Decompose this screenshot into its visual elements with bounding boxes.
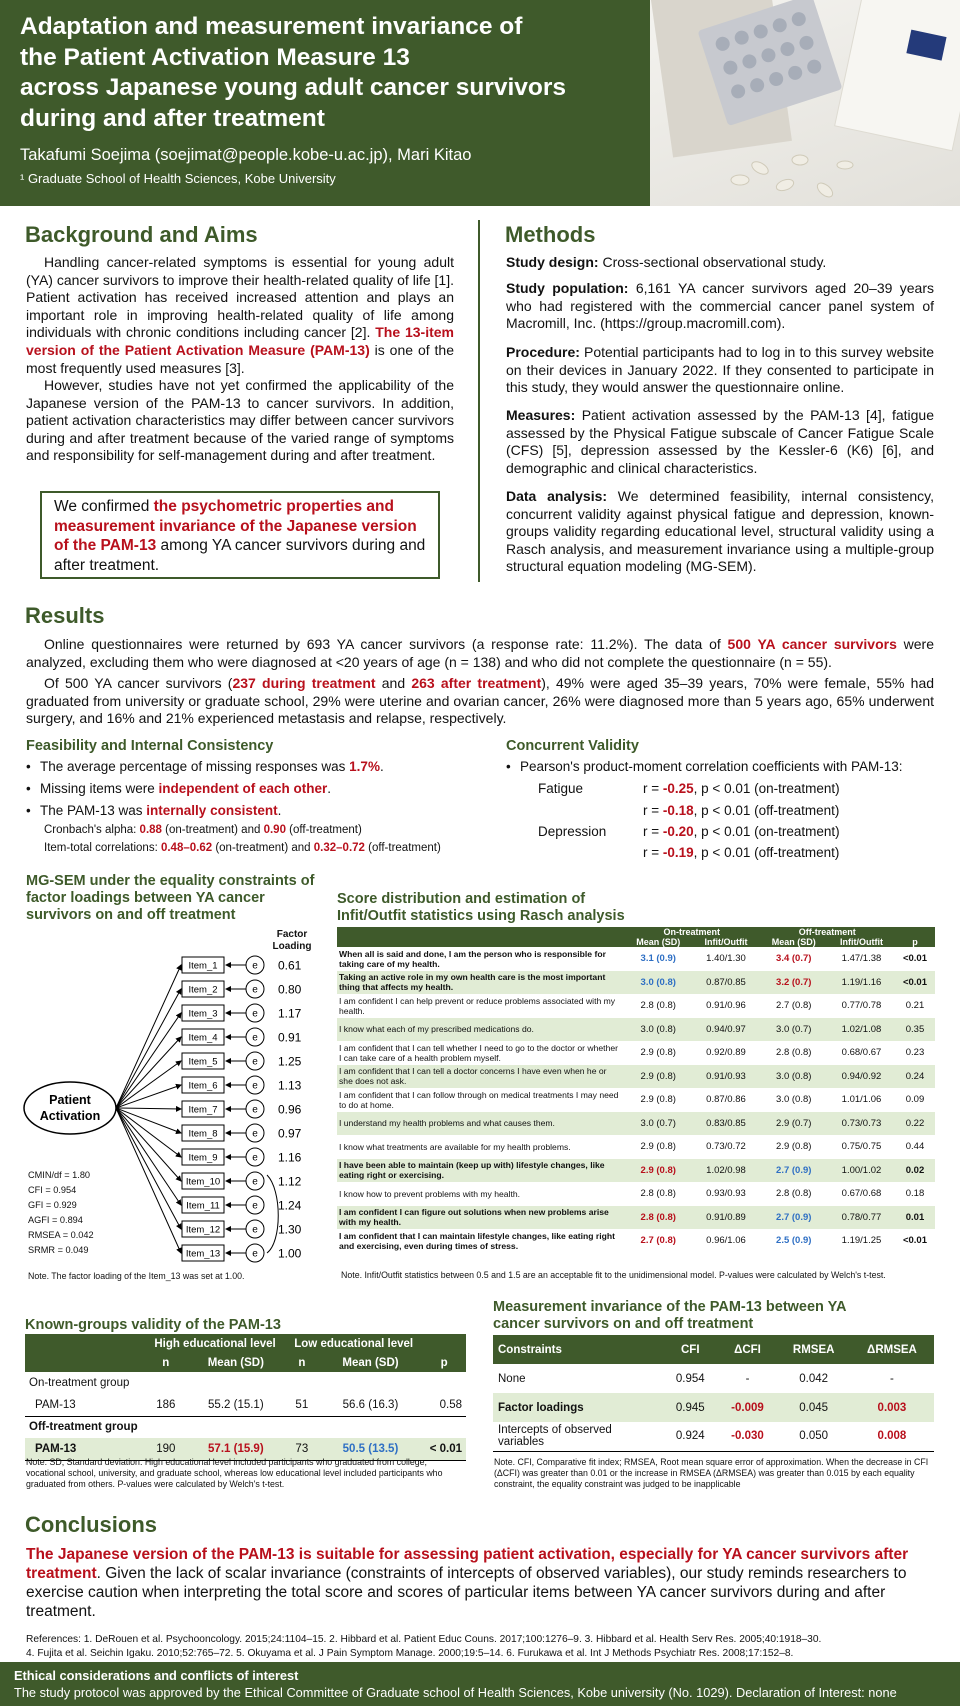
rasch-cell: 2.8 (0.8) <box>624 1206 692 1230</box>
sem-error-label-6: e <box>252 1080 258 1092</box>
rasch-cell: 0.96/1.06 <box>706 1235 746 1247</box>
methods-study-population: Study population: 6,161 YA cancer survivors aged 20–39 years who had registered with the commercial cancer panel system of Macromill, Inc. (https://group.macromill.com). <box>506 280 935 332</box>
rasch-cell: 0.92/0.89 <box>706 1047 746 1059</box>
rasch-cell: I know what each of my prescribed medications do. <box>337 1018 624 1042</box>
rasch-cell: 3.0 (0.7) <box>624 1112 692 1136</box>
rasch-cell: 0.21 <box>905 1000 925 1012</box>
sem-loading-12: 1.30 <box>278 1222 302 1237</box>
rasch-cell: 2.8 (0.8) <box>776 1047 812 1059</box>
sem-error-label-1: e <box>252 960 258 972</box>
known-groups-table: High educational level Low educational level n Mean (SD) n Mean (SD) p On-treatment group PAM-13 186 55.2 (15.1) 51 56.6 (16.3) 0.58 Off-treatment group PAM-13 190 57.1 (15.9) 73 50.5 (13.5) < 0.01 <box>25 1334 466 1461</box>
methods-measures: Measures: Patient activation assessed by the PAM-13 [4], fatigue assessed by the Physical Fatigue subscale of Cancer Fatigue Scale (CFS) [5], depression assessed by the Kessler-6 (K6) [6], and demographic and clinical characteristics. <box>506 407 934 476</box>
rasch-cell: 2.9 (0.8) <box>624 1065 692 1089</box>
rasch-cell: 0.87/0.85 <box>692 971 759 995</box>
rasch-row <box>337 1065 935 1089</box>
rasch-row <box>337 971 935 995</box>
sem-path-12 <box>116 1108 181 1229</box>
header-photo <box>650 0 960 206</box>
rasch-cell: 0.35 <box>895 1018 935 1042</box>
rasch-cell: I know how to prevent problems with my health. <box>339 1188 521 1199</box>
rasch-cell: 3.0 (0.7) <box>759 1018 827 1042</box>
background-paragraph-1: Handling cancer-related symptoms is essential for young adult (YA) cancer survivors to improve their health-related quality of life [1]. Patient activation has received increased attention and plays an important role in improving health-related quality of life among individuals with chronic conditions including cancer [2]. The 13-item version of the Patient Activation Measure (PAM-13) is one of the most frequently used measures [3]. <box>26 254 454 376</box>
rasch-cell: I am confident that I can follow through on medical treatments I may need to do at home. <box>339 1089 619 1110</box>
rasch-cell: 2.9 (0.8) <box>640 1094 676 1106</box>
rasch-row <box>337 1206 935 1230</box>
rasch-cell: 0.02 <box>895 1159 935 1183</box>
kg-group-off: Off-treatment group <box>29 1421 138 1434</box>
rasch-row <box>337 1229 935 1253</box>
invariance-note: Note. CFI, Comparative fit index; RMSEA, Root mean square error of approximation. When the decrease in CFI (ΔCFI) was greater than 0.01 or the increase in RMSEA (ΔRMSEA) was greater than 0.015 by each equality constraint, the equality constraint was judged to be inapplicable <box>494 1457 929 1489</box>
methods-heading: Methods <box>505 222 596 247</box>
rasch-cell: 0.44 <box>905 1141 925 1153</box>
rasch-cell: 0.91/0.89 <box>692 1206 759 1230</box>
sem-error-label-13: e <box>252 1248 258 1260</box>
sem-loading-13: 1.00 <box>278 1246 302 1261</box>
rasch-cell: 0.83/0.85 <box>692 1112 759 1136</box>
rasch-cell: 1.19/1.25 <box>841 1235 882 1247</box>
poster-header <box>0 0 650 206</box>
affiliation: ¹ Graduate School of Health Sciences, Kobe University <box>20 171 336 186</box>
rasch-table: On-treatment Off-treatment Mean (SD) Infit/Outfit Mean (SD) Infit/Outfit p When all is said and done, I am the person who is responsible for taking care of my health. 3.1 (0.9) 1.40/1.30 3.4 (0.7) 1.47/1.38 <0.01 Taking an active role in my own health care is the most important thing that affects my health. 3.0 (0.8) 0.87/0.85 3.2 (0.7) 1.19/1.16 <0.01 I am confident I can help prevent or reduce problems associated with my health. 2.8 (0.8) 0.91/0.96 2.7 (0.8) 0.77/0.78 0.21 I know what each of my prescribed medications do. 3.0 (0.8) 0.94/0.97 3.0 (0.7) 1.02/1.08 0.35 I am confident that I can tell whether I need to go to the doctor or whether I can take care of a health problem myself. 2.9 (0.8) 0.92/0.89 2.8 (0.8) 0.68/0.67 0.23 I am confident that I can tell a doctor concerns I have even when he or she does not ask. 2.9 (0.8) 0.91/0.93 3.0 (0.8) 0.94/0.92 0.24 I am confident that I can follow through on medical treatments I may need to do at home. 2.9 (0.8) 0.87/0.86 3.0 (0.8) 1.01/1.06 0.09 I understand my health problems and what causes them. 3.0 (0.7) 0.83/0.85 2.9 (0.7) 0.73/0.73 0.22 I know what treatments are available for my health problems. 2.9 (0.8) 0.73/0.72 2.9 (0.8) 0.75/0.75 0.44 I have been able to maintain (keep up with) lifestyle changes, like eating right or exercising. 2.9 (0.8) 1.02/0.98 2.7 (0.9) 1.00/1.02 0.02 I know how to prevent problems with my health. 2.8 (0.8) 0.93/0.93 2.8 (0.8) 0.67/0.68 0.18 I am confident I can figure out solutions when new problems arise with my health. 2.8 (0.8) 0.91/0.89 2.7 (0.9) 0.78/0.77 0.01 I am confident that I can maintain lifestyle changes, like eating right and exercising, even during times of stress. 2.7 (0.8) 0.96/1.06 2.5 (0.9) 1.19/1.25 <0.01 <box>337 927 935 1253</box>
sem-error-label-10: e <box>252 1176 258 1188</box>
rasch-cell: 0.93/0.93 <box>706 1188 746 1200</box>
known-groups-note: Note. SD, Standard deviation. High educational level included participants who graduated from college, vocational school, university, and graduate school, whereas low educational level included participants who graduated from others. P-values were calculated by Welch's t-test. <box>26 1457 443 1489</box>
kg-row-on: PAM-13 186 55.2 (15.1) 51 56.6 (16.3) 0.58 <box>25 1394 466 1416</box>
rasch-cell: 0.22 <box>895 1112 935 1136</box>
rasch-note: Note. Infit/Outfit statistics between 0.5 and 1.5 are an acceptable fit to the unidimensional model. P-values were calculated by Welch's t-test. <box>341 1270 886 1280</box>
rasch-cell: 0.24 <box>895 1065 935 1089</box>
sem-loading-6: 1.13 <box>278 1078 302 1093</box>
rasch-cell: 2.7 (0.8) <box>776 1000 812 1012</box>
sem-item-label-1: Item_1 <box>188 960 218 972</box>
concurrent-heading: Concurrent Validity <box>506 738 639 754</box>
rasch-cell: 2.8 (0.8) <box>776 1188 812 1200</box>
rasch-cell: 0.94/0.97 <box>692 1018 759 1042</box>
results-heading: Results <box>25 603 105 628</box>
concurrent-label-depression: Depression <box>538 824 607 839</box>
rasch-cell: 1.02/1.08 <box>828 1018 895 1042</box>
rasch-cell: 2.7 (0.8) <box>640 1235 676 1247</box>
rasch-cell: 2.7 (0.9) <box>759 1159 827 1183</box>
invariance-heading: Measurement invariance of the PAM-13 between YA cancer survivors on and off treatment <box>493 1299 846 1332</box>
rasch-cell: I am confident that I can maintain lifestyle changes, like eating right and exercising, even during times of stress. <box>339 1230 616 1251</box>
rasch-cell: 0.68/0.67 <box>841 1047 882 1059</box>
footer-title: Ethical considerations and conflicts of interest <box>14 1668 299 1683</box>
rasch-cell: 0.18 <box>905 1188 925 1200</box>
feasibility-item-missing-pct: • The average percentage of missing responses was 1.7%. <box>26 756 466 778</box>
sem-loading-3: 1.17 <box>278 1006 302 1021</box>
rasch-cell: 2.7 (0.9) <box>759 1206 827 1230</box>
rasch-cell: I am confident I can figure out solutions when new problems arise with my health. <box>337 1206 624 1230</box>
conclusions-paragraph: The Japanese version of the PAM-13 is suitable for assessing patient activation, especially for YA cancer survivors after treatment. Given the lack of scalar invariance (constraints of intercepts of observed variables), our study reminds researchers to exercise caution when interpreting the total score and scores of particular items between YA cancer survivors during and after treatment. <box>26 1546 909 1620</box>
rasch-cell: 2.8 (0.8) <box>640 1000 676 1012</box>
background-heading: Background and Aims <box>25 222 258 247</box>
rasch-cell: 0.91/0.96 <box>706 1000 746 1012</box>
rasch-cell: <0.01 <box>902 1235 927 1247</box>
rasch-cell: 0.67/0.68 <box>841 1188 882 1200</box>
concurrent-label-fatigue: Fatigue <box>538 781 584 796</box>
kg-row-off: PAM-13 190 57.1 (15.9) 73 50.5 (13.5) < 0.01 <box>25 1438 466 1460</box>
rasch-cell: 0.87/0.86 <box>706 1094 746 1106</box>
sem-loading-5: 1.25 <box>278 1054 302 1069</box>
rasch-row <box>337 1088 935 1112</box>
sem-loading-9: 1.16 <box>278 1150 302 1165</box>
rasch-group-on: On-treatment <box>624 927 759 937</box>
aim-box: We confirmed the psychometric properties and measurement invariance of the Japanese version of the PAM-13 among YA cancer survivors during and after treatment. <box>40 491 440 579</box>
sem-path-6 <box>116 1085 181 1108</box>
sem-loading-1: 0.61 <box>278 958 302 973</box>
rasch-cell: I am confident that I can tell a doctor concerns I have even when he or she does not ask. <box>337 1065 624 1089</box>
sem-loading-7: 0.96 <box>278 1102 302 1117</box>
concurrent-r-fatigue-on: r = -0.25, p < 0.01 (on-treatment) <box>643 781 840 796</box>
invariance-row-none: None 0.954 - 0.042 - <box>498 1372 894 1385</box>
results-paragraph-2: Of 500 YA cancer survivors (237 during treatment and 263 after treatment), 49% were aged 35–39 years, 70% were female, 55% had graduated from university or graduate school, 29% were uterine and ovarian cancer, 26% were diagnosed more than 5 years ago, 65% underwent surgery, and 16% and 21% experienced metastasis and relapse, respectively. <box>26 675 935 727</box>
rasch-cell: I am confident I can help prevent or reduce problems associated with my health. <box>339 995 616 1016</box>
rasch-cell: 0.94/0.92 <box>828 1065 895 1089</box>
rasch-cell: 1.19/1.16 <box>828 971 895 995</box>
invariance-table: Constraints CFI ΔCFI RMSEA ΔRMSEA None 0.954 - 0.042 - Factor loadings 0.945 -0.009 0.045 0.003 Intercepts of observed variables 0.924 -0.030 0.050 0.008 <box>493 1335 934 1452</box>
concurrent-r-depression-off: r = -0.19, p < 0.01 (off-treatment) <box>643 845 840 860</box>
rasch-cell: 3.1 (0.9) <box>640 953 676 965</box>
rasch-cell: I know what treatments are available for my health problems. <box>339 1141 571 1152</box>
rasch-cell: I understand my health problems and what causes them. <box>337 1112 624 1136</box>
invariance-row-intercepts: Intercepts of observed variables 0.924 -0.030 0.050 0.008 <box>493 1422 934 1451</box>
rasch-cell: 1.00/1.02 <box>828 1159 895 1183</box>
sem-path-3 <box>116 1013 181 1108</box>
rasch-cell: Taking an active role in my own health care is the most important thing that affects my health. <box>337 971 624 995</box>
feasibility-heading: Feasibility and Internal Consistency <box>26 738 274 754</box>
sem-loading-4: 0.91 <box>278 1030 302 1045</box>
rasch-cell: 3.0 (0.8) <box>776 1094 812 1106</box>
rasch-cell: 0.75/0.75 <box>841 1141 882 1153</box>
rasch-cell: 0.09 <box>905 1094 925 1106</box>
rasch-row <box>337 1135 935 1159</box>
sem-path-9 <box>116 1108 181 1157</box>
sem-loading-11: 1.24 <box>278 1198 302 1213</box>
feasibility-item-consistent: • The PAM-13 was internally consistent. <box>26 800 466 822</box>
sem-note: Note. The factor loading of the Item_13 was set at 1.00. <box>28 1271 245 1281</box>
rasch-cell: 0.01 <box>895 1206 935 1230</box>
rasch-row <box>337 1112 935 1136</box>
rasch-cell: 2.9 (0.8) <box>624 1159 692 1183</box>
rasch-row <box>337 1018 935 1042</box>
rasch-cell: I am confident that I can tell whether I need to go to the doctor or whether I can take care of a health problem myself. <box>339 1042 618 1063</box>
rasch-cell: 1.02/0.98 <box>692 1159 759 1183</box>
rasch-cell: <0.01 <box>895 971 935 995</box>
rasch-cell: 1.47/1.38 <box>841 953 882 965</box>
rasch-cell: 2.9 (0.7) <box>759 1112 827 1136</box>
conclusions-heading: Conclusions <box>25 1512 158 1537</box>
feasibility-item-missing-independent: • Missing items were independent of each other. <box>26 778 466 800</box>
sem-item-label-7: Item_7 <box>188 1104 218 1116</box>
sem-path-10 <box>116 1108 181 1181</box>
footer <box>0 1662 960 1706</box>
poster-title: Adaptation and measurement invariance of the Patient Activation Measure 13 across Japanese young adult cancer survivors during and after treatment <box>20 13 567 132</box>
authors: Takafumi Soejima (soejimat@people.kobe-u.ac.jp), Mari Kitao <box>20 146 472 164</box>
sem-item-label-3: Item_3 <box>188 1008 218 1020</box>
item-total-correlations: Item-total correlations: 0.48–0.62 (on-treatment) and 0.32–0.72 (off-treatment) <box>44 842 441 854</box>
sem-error-label-9: e <box>252 1152 258 1164</box>
rasch-heading: Score distribution and estimation of Infit/Outfit statistics using Rasch analysis <box>337 891 625 924</box>
rasch-cell: 3.2 (0.7) <box>759 971 827 995</box>
concurrent-r-fatigue-off: r = -0.18, p < 0.01 (off-treatment) <box>643 803 840 818</box>
column-divider <box>478 220 480 582</box>
rasch-cell: 0.78/0.77 <box>828 1206 895 1230</box>
rasch-row <box>337 994 935 1018</box>
sem-item-label-8: Item_8 <box>188 1128 218 1140</box>
methods-procedure: Procedure: Potential participants had to log in to this survey website on their devices in January 2022. If they consented to participate in this study, they would answer the questionnaire online. <box>506 344 934 396</box>
sem-path-7 <box>116 1108 181 1109</box>
medication-photo-illustration <box>650 0 960 206</box>
background-paragraph-2: However, studies have not yet confirmed the applicability of the Japanese version of the PAM-13 to cancer survivors. In addition, patient activation characteristics may differ between cancer survivors during and after treatment because of the varied range of symptoms and responsibility for self-management during and after treatment. <box>26 377 454 464</box>
rasch-cell: 3.0 (0.8) <box>759 1065 827 1089</box>
rasch-cell: 0.91/0.93 <box>692 1065 759 1089</box>
sem-item-label-2: Item_2 <box>188 984 218 996</box>
kg-group-on: On-treatment group <box>29 1377 130 1389</box>
sem-item-label-6: Item_6 <box>188 1080 218 1092</box>
sem-item-label-10: Item_10 <box>185 1176 221 1188</box>
sem-error-label-4: e <box>252 1032 258 1044</box>
sem-item-label-13: Item_13 <box>185 1248 221 1260</box>
sem-error-label-2: e <box>252 984 258 996</box>
methods-study-design: Study design: Cross-sectional observational study. <box>506 254 827 270</box>
sem-error-label-12: e <box>252 1224 258 1236</box>
rasch-group-off: Off-treatment <box>759 927 894 937</box>
rasch-cell: 2.9 (0.8) <box>776 1141 812 1153</box>
concurrent-r-depression-on: r = -0.20, p < 0.01 (on-treatment) <box>643 824 840 839</box>
sem-item-label-9: Item_9 <box>188 1152 218 1164</box>
rasch-row <box>337 1182 935 1206</box>
feasibility-list <box>26 756 466 822</box>
sem-error-label-8: e <box>252 1128 258 1140</box>
rasch-cell: 3.0 (0.8) <box>624 1018 692 1042</box>
rasch-cell: When all is said and done, I am the person who is responsible for taking care of my health. <box>339 948 606 969</box>
sem-error-label-11: e <box>252 1200 258 1212</box>
rasch-row <box>337 1159 935 1183</box>
concurrent-list <box>506 756 936 778</box>
rasch-cell: 0.73/0.72 <box>706 1141 746 1153</box>
rasch-cell: 0.77/0.78 <box>841 1000 882 1012</box>
sem-error-label-3: e <box>252 1008 258 1020</box>
sem-loading-10: 1.12 <box>278 1174 302 1189</box>
latent-label-2: Activation <box>39 1109 101 1123</box>
rasch-cell: 2.9 (0.8) <box>640 1141 676 1153</box>
rasch-cell: 3.0 (0.8) <box>624 971 692 995</box>
mgsem-heading: MG-SEM under the equality constraints of factor loadings between YA cancer survivors on and off treatment <box>26 873 315 923</box>
latent-patient-activation <box>24 1082 116 1134</box>
cronbach-alpha: Cronbach's alpha: 0.88 (on-treatment) and 0.90 (off-treatment) <box>44 824 362 836</box>
rasch-row <box>337 947 935 971</box>
rasch-cell: I have been able to maintain (keep up with) lifestyle changes, like eating right or exercising. <box>337 1159 624 1183</box>
rasch-cell: 1.40/1.30 <box>706 953 746 965</box>
sem-item-label-12: Item_12 <box>185 1224 221 1236</box>
sem-item-label-11: Item_11 <box>186 1200 220 1212</box>
sem-path-2 <box>116 989 181 1108</box>
latent-label-1: Patient <box>49 1093 91 1107</box>
sem-item-label-5: Item_5 <box>188 1056 218 1068</box>
sem-fit-indices: CMIN/df = 1.80 CFI = 0.954 GFI = 0.929 AGFI = 0.894 RMSEA = 0.042 SRMR = 0.049 <box>28 1170 94 1255</box>
rasch-cell: 2.5 (0.9) <box>776 1235 812 1247</box>
sem-item-label-4: Item_4 <box>188 1032 218 1044</box>
sem-error-label-7: e <box>252 1104 258 1116</box>
factor-loading-header: Factor Loading <box>272 929 312 952</box>
results-paragraph-1: Online questionnaires were returned by 693 YA cancer survivors (a response rate: 11.2%). The data of 500 YA cancer survivors were analyzed, excluding them who were diagnosed at <20 years of age (n = 138) and who did not complete the questionnaire (n = 55). <box>26 636 934 670</box>
references: References: 1. DeRouen et al. Psychooncology. 2015;24:1104–15. 2. Hibbard et al. Patient Educ Couns. 2017;100:1276–9. 3. Hibbard et al. Health Serv Res. 2005;40:1918–30. 4. Fujita et al. Seichin Igaku. 2010;52:765–72. 5. Okuyama et al. J Pain Symptom Manage. 2000;19:5–14. 6. Furukawa et al. Int J Methods Psychiatr Res. 2008;17:152–8. <box>26 1634 822 1659</box>
concurrent-bullet: • Pearson's product-moment correlation coefficients with PAM-13: <box>506 756 936 778</box>
methods-data-analysis: Data analysis: We determined feasibility, internal consistency, concurrent validity against physical fatigue and depression, known-groups validity regarding educational level, structural validity using a Rasch analysis, and measurement invariance using a multiple-group structural equation modeling (MG-SEM). <box>506 488 934 575</box>
sem-loading-8: 0.97 <box>278 1126 302 1141</box>
sem-loading-2: 0.80 <box>278 982 302 997</box>
rasch-cell: 0.23 <box>905 1047 925 1059</box>
rasch-cell: <0.01 <box>902 953 927 965</box>
sem-path-5 <box>116 1061 181 1108</box>
sem-error-label-5: e <box>252 1056 258 1068</box>
rasch-cell: 3.4 (0.7) <box>776 953 812 965</box>
rasch-cell: 2.9 (0.8) <box>640 1047 676 1059</box>
rasch-cell: 1.01/1.06 <box>841 1094 882 1106</box>
rasch-cell: 0.73/0.73 <box>828 1112 895 1136</box>
rasch-row <box>337 1041 935 1065</box>
footer-text: The study protocol was approved by the Ethical Committee of Graduate school of Health Sciences, Kobe university (No. 1029). Declaration of Interest: none <box>14 1685 897 1700</box>
invariance-row-loadings: Factor loadings 0.945 -0.009 0.045 0.003 <box>493 1393 934 1422</box>
sem-path-1 <box>116 965 181 1108</box>
rasch-cell: 2.8 (0.8) <box>640 1188 676 1200</box>
sem-path-11 <box>116 1108 181 1205</box>
known-groups-heading: Known-groups validity of the PAM-13 <box>25 1317 281 1333</box>
